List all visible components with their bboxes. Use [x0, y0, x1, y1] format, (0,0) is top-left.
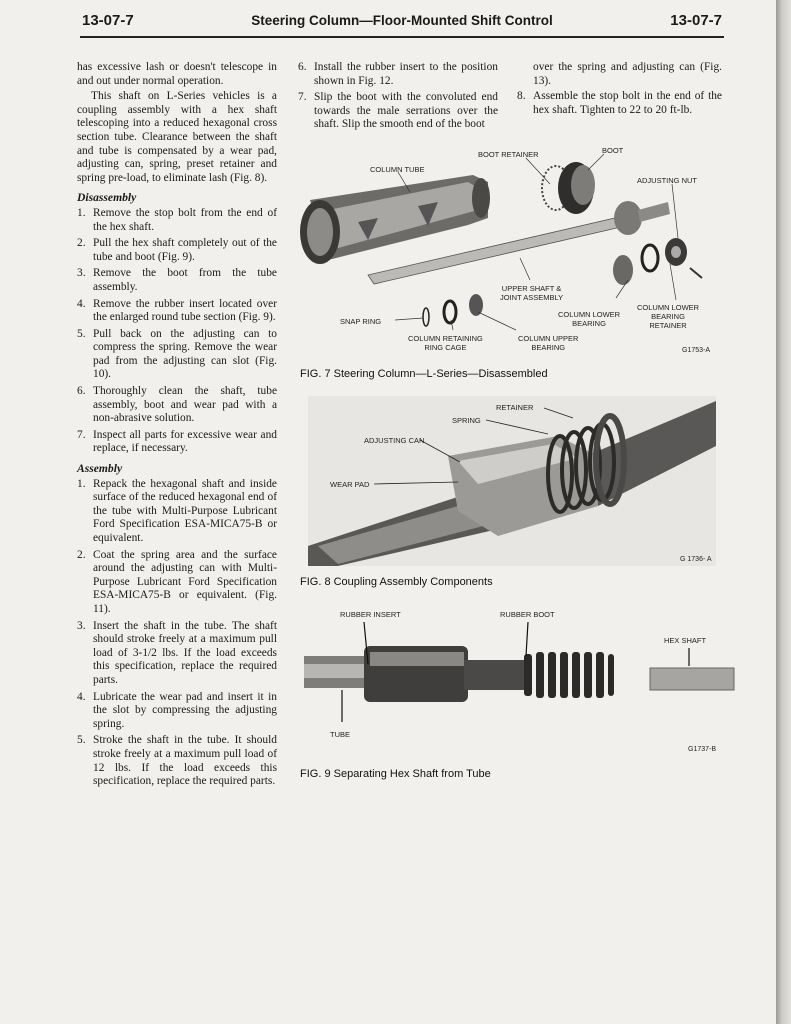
page-title: Steering Column—Floor-Mounted Shift Control	[251, 13, 553, 28]
step-item	[77, 267, 277, 294]
step-number: 1.	[77, 206, 86, 219]
assembly-steps-continued	[298, 61, 498, 132]
label-rubber-boot: RUBBER BOOT	[500, 610, 555, 619]
fig8-code: G 1736- A	[680, 556, 712, 563]
step-item	[77, 429, 277, 456]
text-column-2	[298, 61, 498, 135]
step-number: 3.	[77, 619, 86, 632]
label-wear-pad: WEAR PAD	[330, 480, 370, 489]
step-item	[77, 691, 277, 732]
fig7-caption: FIG. 7 Steering Column—L-Series—Disassembled	[300, 368, 548, 380]
page-number-right: 13-07-7	[670, 12, 722, 29]
label-upper-shaft-joint: UPPER SHAFT & JOINT ASSEMBLY	[500, 284, 564, 302]
step-number: 8.	[517, 90, 526, 103]
intro-continued: has excessive lash or doesn't telescope in and out under normal operation.	[77, 61, 277, 87]
step-text: Remove the boot from the tube assembly.	[93, 267, 277, 293]
header-rule	[80, 36, 724, 38]
step-number: 5.	[77, 734, 86, 747]
step-item	[298, 91, 498, 132]
assembly-heading: Assembly	[77, 462, 123, 476]
text-column-3	[517, 61, 722, 120]
label-hex-shaft: HEX SHAFT	[664, 636, 707, 645]
label-column-lower-bearing: COLUMN LOWER BEARING	[558, 310, 621, 328]
text-column-1	[77, 61, 277, 792]
step-number: 4.	[77, 690, 86, 703]
fig8-caption: FIG. 8 Coupling Assembly Components	[300, 576, 493, 588]
step-text: Lubricate the wear pad and insert it in the slot by compressing the adjusting spring.	[93, 690, 277, 730]
label-column-tube: COLUMN TUBE	[370, 165, 425, 174]
step-number: 5.	[77, 327, 86, 340]
label-adjusting-can: ADJUSTING CAN	[364, 436, 425, 445]
step-7-continued: over the spring and adjusting can (Fig. 13).	[533, 61, 722, 87]
step-item	[77, 207, 277, 234]
label-boot: BOOT	[602, 146, 624, 155]
fig9-code: G1737-B	[688, 746, 717, 753]
assembly-steps	[77, 478, 277, 789]
step-item	[77, 328, 277, 382]
label-snap-ring: SNAP RING	[340, 317, 382, 326]
fig9-caption: FIG. 9 Separating Hex Shaft from Tube	[300, 768, 491, 780]
fig7-code: G1753-A	[682, 347, 711, 354]
step-text: Remove the rubber insert located over the enlarged round tube section (Fig. 9).	[93, 297, 277, 324]
step-number: 1.	[77, 477, 86, 490]
step-text: Pull the hex shaft completely out of the tube and boot (Fig. 9).	[93, 237, 277, 263]
step-number: 6.	[77, 385, 86, 398]
step-text: Slip the boot with the convoluted end towards the male serrations over the shaft. Slip the smooth end of the boot	[314, 91, 498, 131]
boot-drawing	[542, 162, 595, 214]
intro-paragraph: This shaft on L-Series vehicles is a coupling assembly with a hex shaft telescoping into a reduced hexagonal cross section tube. Clearance between the shaft and tube is compensated by a wear pad, adjusting can, spring, preset retainer and spring pre-load, to eliminate lash (Fig. 8).	[77, 90, 277, 184]
step-text: Coat the spring area and the surface around the adjusting can with Multi-Purpose Lubricant Ford Specification ESA-MICA75-B or equivalent. (Fig. 11).	[93, 548, 277, 615]
step-text: Thoroughly clean the shaft, tube assembly, boot and wear pad with a non-abrasive solution.	[93, 385, 277, 425]
step-item	[77, 549, 277, 617]
step-number: 7.	[298, 91, 307, 104]
label-spring: SPRING	[452, 416, 481, 425]
step-text: Stroke the shaft in the tube. It should stroke freely at a maximum pull load of 12 lbs. If the load exceeds this specification, replace the required parts.	[93, 734, 277, 788]
label-adjusting-nut: ADJUSTING NUT	[637, 176, 697, 185]
page-number-left: 13-07-7	[82, 12, 134, 29]
step-number: 4.	[77, 297, 86, 310]
step-text: Remove the stop bolt from the end of the hex shaft.	[93, 206, 277, 233]
step-item	[517, 90, 722, 117]
disassembly-heading: Disassembly	[77, 191, 137, 205]
step-item	[77, 237, 277, 264]
disassembly-steps	[77, 207, 277, 456]
step-text: Inspect all parts for excessive wear and replace, if necessary.	[93, 428, 277, 455]
assembly-steps-final	[517, 90, 722, 117]
step-item	[298, 61, 498, 88]
step-text: Assemble the stop bolt in the end of the hex shaft. Tighten to 22 to 20 ft-lb.	[533, 90, 722, 116]
step-text: Install the rubber insert to the position shown in Fig. 12.	[314, 61, 498, 87]
step-item	[77, 734, 277, 788]
step-number: 3.	[77, 267, 86, 280]
step-item	[77, 620, 277, 688]
label-column-upper-bearing: COLUMN UPPER BEARING	[518, 334, 579, 352]
step-item	[77, 478, 277, 546]
label-boot-retainer: BOOT RETAINER	[478, 150, 539, 159]
label-column-lower-bearing-retainer: COLUMN LOWER BEARING RETAINER	[637, 303, 700, 330]
page-header	[82, 12, 722, 34]
step-text: Insert the shaft in the tube. The shaft should stroke freely at a maximum pull load of 3-1/2 lbs. If the load exceeds this specification, replace the required parts.	[93, 619, 277, 686]
step-number: 2.	[77, 548, 86, 561]
step-text: Pull back on the adjusting can to compress the spring. Remove the wear pad from the adjusting can slot (Fig. 10).	[93, 327, 277, 381]
label-column-retaining-ring-cage: COLUMN RETAINING RING CAGE	[408, 334, 483, 352]
label-retainer: RETAINER	[496, 403, 534, 412]
step-text: Repack the hexagonal shaft and inside surface of the reduced hexagonal end of the tube with Multi-Purpose Lubricant Ford Specification ESA-MICA75-B or equivalent.	[93, 477, 277, 544]
step-number: 2.	[77, 237, 86, 250]
step-item	[77, 385, 277, 426]
page-edge-shadow	[776, 0, 791, 1024]
boot-convolutions	[524, 652, 614, 698]
fig7-steering-column-illustration	[298, 140, 723, 370]
step-number: 7.	[77, 428, 86, 441]
label-rubber-insert: RUBBER INSERT	[340, 610, 401, 619]
label-tube: TUBE	[330, 730, 351, 739]
column-tube-drawing	[300, 175, 490, 264]
step-number: 6.	[298, 61, 307, 73]
step-item	[77, 298, 277, 325]
